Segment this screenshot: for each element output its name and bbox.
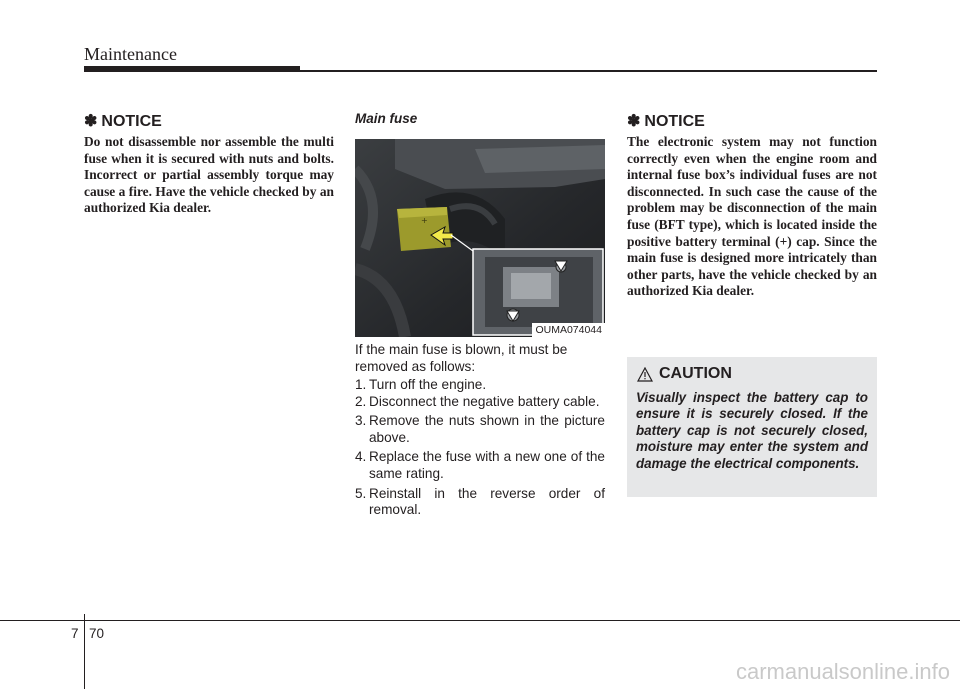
notice-body: Do not disassemble nor assemble the multi fuse when it is secured with nuts and bolts. Incorrect or partial assembly torque may cause a fire. Have the vehicle checked by an authorized Kia dealer. <box>84 134 334 216</box>
removal-steps <box>355 377 605 522</box>
notice-title: NOTICE <box>101 113 162 130</box>
step-text: Replace the fuse with a new one of the same rating. <box>369 449 605 481</box>
step-number: 2. <box>355 393 367 409</box>
caution-box <box>627 357 877 497</box>
footer-divider <box>84 614 85 689</box>
notice-mark-icon: ✽ <box>84 113 98 130</box>
step-number: 5. <box>355 485 367 501</box>
step-text: Reinstall in the reverse order of removal. <box>369 485 605 518</box>
list-item <box>355 413 605 446</box>
step-text: Remove the nuts shown in the picture above. <box>369 413 605 445</box>
list-item <box>355 377 605 394</box>
header-bar <box>84 66 300 72</box>
svg-text:+: + <box>421 216 428 225</box>
list-item <box>355 394 605 411</box>
list-item <box>355 486 605 519</box>
notice-body-2: The electronic system may not function correctly even when the engine room and internal fuse box’s individual fuses are not disconnected. In such case the cause of the problem may be disconnection of the main fuse (BFT type), which is located inside the positive battery terminal (+) cap. Since the main fuse is designed more intricately than other parts, have the vehicle checked by an authorized Kia dealer. <box>627 134 877 299</box>
watermark: carmanualsonline.info <box>735 659 950 684</box>
main-fuse-intro: If the main fuse is blown, it must be removed as follows: <box>355 342 568 374</box>
engine-room-photo <box>355 139 605 337</box>
caution-body: Visually inspect the battery cap to ensure it is securely closed. If the battery cap is not securely closed, moisture may enter the system and damage the electrical components. <box>636 390 868 471</box>
notice-title: NOTICE <box>644 113 705 130</box>
notice-heading-2 <box>627 111 705 131</box>
step-number: 3. <box>355 413 367 429</box>
header-rule <box>300 70 877 72</box>
step-text: Disconnect the negative battery cable. <box>369 393 600 409</box>
warning-triangle-icon <box>637 367 653 382</box>
engine-illustration <box>355 139 605 337</box>
step-number: 4. <box>355 449 367 465</box>
step-text: Turn off the engine. <box>369 377 487 392</box>
page-header-title: Maintenance <box>84 44 177 64</box>
notice-mark-icon: ✽ <box>627 113 641 130</box>
notice-heading <box>84 111 162 131</box>
chapter-number: 7 <box>71 626 79 641</box>
footer-rule <box>0 620 960 621</box>
step-number: 1. <box>355 377 367 392</box>
page-number: 70 <box>89 626 105 641</box>
image-code-label: OUMA074044 <box>532 323 605 337</box>
list-item <box>355 449 605 482</box>
caution-title: CAUTION <box>659 365 732 382</box>
caution-heading <box>637 365 732 383</box>
main-fuse-title: Main fuse <box>355 111 418 126</box>
